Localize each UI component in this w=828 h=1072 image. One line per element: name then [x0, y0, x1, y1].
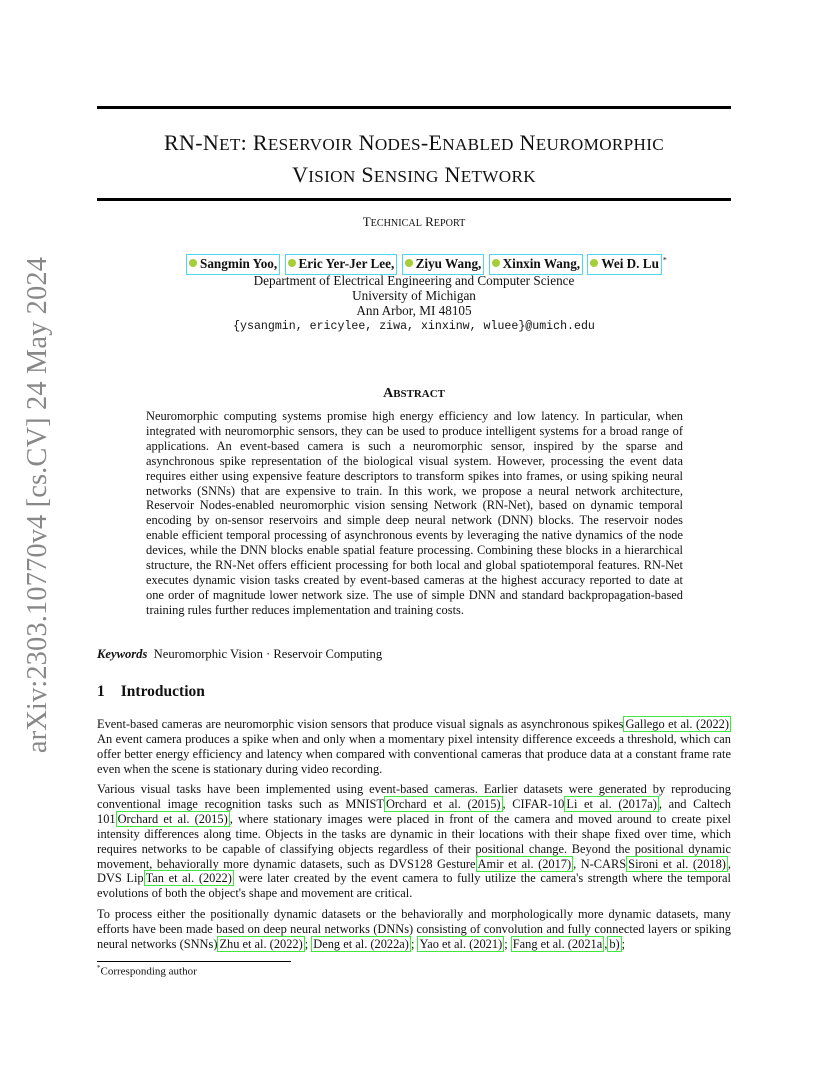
footnote-mark: *: [97, 964, 101, 972]
citation-link[interactable]: Gallego et al. (2022): [625, 717, 729, 731]
section-number: 1: [97, 683, 105, 700]
citation-link[interactable]: Fang et al. (2021a: [512, 936, 603, 951]
author-link[interactable]: Wei D. Lu: [587, 254, 662, 275]
citation-link[interactable]: Deng et al. (2022a): [313, 936, 409, 951]
author-link[interactable]: Xinxin Wang,: [489, 254, 583, 275]
citation-link[interactable]: Sironi et al. (2018): [628, 856, 726, 871]
citation-link[interactable]: Li et al. (2017a): [566, 796, 657, 811]
orcid-icon[interactable]: [590, 259, 598, 267]
orcid-icon[interactable]: [189, 259, 197, 267]
footnote: [97, 964, 197, 978]
orcid-icon[interactable]: [405, 259, 413, 267]
intro-paragraph-3: To process either the positionally dynamic datasets or the behaviorally and morphologically more dynamic datasets, many efforts have been made based on deep neural networks (DNNs) consisting of convolution and fully connected layers or spiking neural networks (SNNs) Zhu et al. (2022) ; Deng et al. (2022a) ; Yao et al. (2021) ; Fang et al. (2021a , b) ;: [97, 907, 731, 951]
affiliation-department: Department of Electrical Engineering and Computer Science: [253, 273, 575, 288]
title-line-2: VISION SENSING NETWORK: [292, 162, 536, 187]
author-list: [186, 254, 667, 275]
title-top-rule: [97, 106, 731, 109]
abstract-text: Neuromorphic computing systems promise high energy efficiency and low latency. In particular, when integrated with neuromorphic sensors, they can be used to produce intelligent systems for a broad range of applications. An event-based camera is such a neuromorphic sensor, inspired by the sparse and asynchronous spike representation of the biological visual system. However, processing the event data requires either using expensive feature descriptors to transform spikes into frames, or using spiking neural networks (SNNs) that are expensive to train. In this work, we propose a neural network architecture, Reservoir Nodes-enabled neuromorphic vision sensing Network (RN-Net), based on dynamic temporal encoding by on-sensor reservoirs and simple deep neural network (DNN) blocks. The reservoir nodes enable efficient temporal processing of asynchronous events by leveraging the native dynamics of the node devices, while the DNN blocks enable spatial feature processing. Combining these blocks in a hierarchical structure, the RN-Net offers efficient processing for both local and global spatiotemporal features. RN-Net executes dynamic vision tasks created by event-based cameras at the highest accuracy reported to date at one order of magnitude lower network size. The use of simple DNN and standard backpropagation-based training rules further reduces implementation and training costs.: [146, 409, 683, 617]
keywords: [97, 647, 382, 662]
corresponding-mark: *: [662, 255, 667, 265]
paper-title: [97, 128, 731, 192]
intro-paragraph-1: Event-based cameras are neuromorphic vision sensors that produce visual signals as asynchronous spikes Gallego et al. (2022) An event camera produces a spike when and only when a momentary pixel intensity difference exceeds a threshold, which can offer better energy efficiency and latency when compared with conventional cameras that produce data at a constant frame rate even when the scene is stationary during video recording.: [97, 717, 731, 776]
intro-paragraph-2: Various visual tasks have been implemented using event-based cameras. Earlier datasets were generated by reproducing conventional image recognition tasks such as MNIST Orchard et al. (2015) , CIFAR-10 Li et al. (2017a) , and Caltech 101 Orchard et al. (2015) , where stationary images were placed in front of the camera and moved around to create pixel intensity differences along time. Objects in the tasks are dynamic in their locations with their shape fixed over time, which requires networks to be capable of classifying objects regardless of their positional change. Beyond the positional dynamic movement, behaviorally more dynamic datasets, such as DVS128 Gesture Amir et al. (2017) , N-CARS Sironi et al. (2018) , DVS Lip Tan et al. (2022) were later created by the event camera to fully utilize the camera's strength where the temporal evolutions of both the object's shape and movement are critical.: [97, 782, 732, 901]
affiliation: [97, 273, 731, 334]
citation-link[interactable]: Zhu et al. (2022): [219, 936, 303, 951]
keywords-label: Keywords: [97, 647, 148, 661]
affiliation-address: Ann Arbor, MI 48105: [356, 303, 472, 318]
abstract-heading: ABSTRACT: [383, 386, 445, 401]
author-emails: {ysangmin, ericylee, ziwa, xinxinw, wluee}@umich.edu: [233, 320, 595, 333]
author-link[interactable]: Ziyu Wang,: [402, 254, 485, 275]
report-type: TECHNICAL REPORT: [362, 214, 466, 229]
title-bottom-rule: [97, 198, 731, 201]
citation-link[interactable]: Orchard et al. (2015): [385, 796, 501, 811]
title-line-1: RN-NET: RESERVOIR NODES-ENABLED NEUROMORPHIC: [164, 130, 664, 155]
citation-link[interactable]: Tan et al. (2022): [145, 871, 232, 886]
citation-link[interactable]: Orchard et al. (2015): [117, 811, 228, 826]
citation-link[interactable]: b): [609, 936, 620, 951]
footnote-text: Corresponding author: [100, 965, 197, 978]
citation-link[interactable]: Amir et al. (2017): [477, 856, 572, 871]
orcid-icon[interactable]: [492, 259, 500, 267]
arxiv-sidebar: [8, 256, 68, 754]
footnote-rule: [97, 961, 291, 962]
arxiv-identifier: arXiv:2303.10770v4 [cs.CV] 24 May 2024: [22, 256, 53, 754]
section-heading-introduction: [97, 683, 205, 701]
orcid-icon[interactable]: [288, 259, 296, 267]
citation-link[interactable]: Yao et al. (2021): [419, 936, 503, 951]
section-title: Introduction: [120, 683, 205, 700]
affiliation-university: University of Michigan: [352, 288, 476, 303]
author-link[interactable]: Eric Yer-Jer Lee,: [285, 254, 398, 275]
keywords-list: Neuromorphic Vision · Reservoir Computing: [153, 647, 383, 661]
author-link[interactable]: Sangmin Yoo,: [186, 254, 280, 275]
